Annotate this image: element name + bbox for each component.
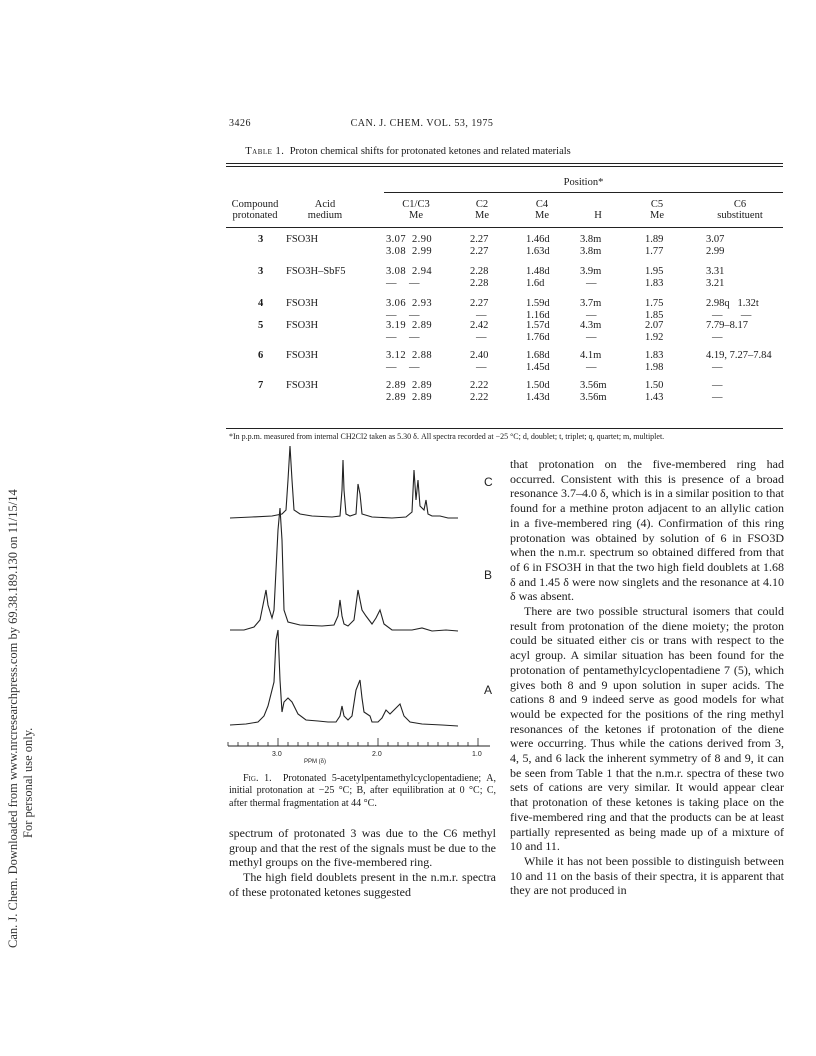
axis-tick-label-1: 1.0 <box>472 751 482 758</box>
col-c1c3-1: C1/C3 <box>402 199 430 210</box>
row-c4: 1.46d <box>526 234 550 245</box>
table-top-rule <box>226 163 783 164</box>
row-c6: 3.21 <box>706 278 725 289</box>
row-c2: — <box>476 362 487 373</box>
row-h: — <box>586 332 597 343</box>
table-header-rule <box>226 227 783 228</box>
row-c4: 1.45d <box>526 362 550 373</box>
row-c13: — — <box>386 332 420 343</box>
spectrum-trace-a <box>230 630 458 726</box>
row-acid: FSO3H–SbF5 <box>286 266 346 277</box>
running-head: CAN. J. CHEM. VOL. 53, 1975 <box>350 118 494 129</box>
row-c2: 2.27 <box>470 298 489 309</box>
position-rule <box>384 192 783 193</box>
row-compound: 6 <box>258 350 264 361</box>
row-c5: 1.83 <box>645 350 664 361</box>
row-c6: — <box>712 362 723 373</box>
row-h: 3.8m <box>580 234 602 245</box>
left-paragraph-1: spectrum of protonated 3 was due to the C6 methyl group and that the rest of the signals must be due to the methyl groups on the five-membered ring. <box>229 826 496 870</box>
row-h: 3.56m <box>580 380 607 391</box>
ppm-axis-ticks <box>228 738 478 746</box>
row-c13: 3.08 2.99 <box>386 246 432 257</box>
row-acid: FSO3H <box>286 350 319 361</box>
row-c13: — — <box>386 362 420 373</box>
row-h: 4.3m <box>580 320 602 331</box>
col-compound-1: Compound <box>231 199 279 210</box>
row-c4: 1.57d <box>526 320 550 331</box>
row-c2: 2.22 <box>470 392 489 403</box>
row-c13: 3.07 2.90 <box>386 234 432 245</box>
row-c6: — <box>712 332 723 343</box>
row-c6: — <box>712 392 723 403</box>
figure-caption <box>229 773 496 810</box>
col-acid-2: medium <box>307 210 343 221</box>
row-acid: FSO3H <box>286 234 319 245</box>
row-c13: — — <box>386 278 420 289</box>
row-c13: 2.89 2.89 <box>386 392 432 403</box>
col-c6-1: C6 <box>733 199 747 210</box>
row-c5: 1.75 <box>645 298 664 309</box>
row-c13: 3.12 2.88 <box>386 350 432 361</box>
left-paragraph-2: The high field doublets present in the n.m.r. spectra of these protonated ketones suggested <box>229 870 496 899</box>
row-compound: 5 <box>258 320 264 331</box>
nmr-spectra-figure <box>222 440 502 780</box>
row-c4: 1.6d <box>526 278 545 289</box>
row-h: 3.56m <box>580 392 607 403</box>
row-compound: 3 <box>258 234 264 245</box>
row-c13: 3.08 2.94 <box>386 266 432 277</box>
row-h: 4.1m <box>580 350 602 361</box>
row-compound: 4 <box>258 298 264 309</box>
trace-label-b: B <box>484 568 493 582</box>
row-c5: 1.98 <box>645 362 664 373</box>
row-c4: 1.43d <box>526 392 550 403</box>
right-paragraph-2: There are two possible structural isomers that could result from protonation of the diene moiety; the proton could be situated either cis or trans with respect to the acyl group. A similar situation has been found for the protonation of pentamethylcyclopentadiene 7 (5), which gives both 8 and 9 upon solution in super acids. The cations 8 and 9 indeed serve as good models for what would be expected for the positions of the ring methyl resonances of the ketones if protonation of the diene were occurring. Thus while the cations derived from 3, 4, 5, and 6 lack the inherent symmetry of 8 and 9, it can be seen from Table 1 that the n.m.r. spectra of these two sets of cations are very similar. It would appear clear that protonation of these ketones is taking place on the five-membered ring and that the products can be at least partially represented as being made up of a mixture of 10 and 11. <box>510 604 784 854</box>
row-h: 3.9m <box>580 266 602 277</box>
axis-tick-label-3: 3.0 <box>272 751 282 758</box>
col-c2-1: C2 <box>475 199 489 210</box>
row-acid: FSO3H <box>286 298 319 309</box>
row-c5: 1.50 <box>645 380 664 391</box>
row-c5: 1.77 <box>645 246 664 257</box>
row-c4: 1.59d <box>526 298 550 309</box>
axis-title: PPM (δ) <box>304 759 327 765</box>
row-c6: 2.99 <box>706 246 725 257</box>
row-c2: — <box>476 310 487 321</box>
row-c6: 7.79–8.17 <box>706 320 748 331</box>
right-paragraph-1: that protonation on the five-membered ring had occurred. Consistent with this is presence of a broad resonance 3.7–4.0 δ, which is in a similar position to that found for a methine proton adjacent to an allylic cation in a five-membered ring (4). Confirmation of this ring protonation was obtained by solution of 6 in FSO3D when the n.m.r. spectrum so obtained differed from that of 6 in FSO3H in that the two high field doublets at 1.68 δ and 1.45 δ were now singlets and the resonance at 4.10 δ was absent. <box>510 457 784 604</box>
row-c4: 1.63d <box>526 246 550 257</box>
row-c5: 1.83 <box>645 278 664 289</box>
row-acid: FSO3H <box>286 320 319 331</box>
row-c2: 2.22 <box>470 380 489 391</box>
row-c5: 1.92 <box>645 332 664 343</box>
col-acid-1: Acid <box>314 199 336 210</box>
row-c4: 1.48d <box>526 266 550 277</box>
row-compound: 3 <box>258 266 264 277</box>
row-c4: 1.50d <box>526 380 550 391</box>
row-compound: 7 <box>258 380 264 391</box>
row-c2: 2.28 <box>470 266 489 277</box>
left-column-text <box>229 826 496 900</box>
table-top-rule-2 <box>226 166 783 167</box>
table-bottom-rule <box>226 428 783 429</box>
figure-caption-text: Protonated 5-acetylpentamethylcyclopentadiene; A, initial protonation at −25 °C; B, after equilibration at 0 °C; C, after thermal fragmentation at 44 °C. <box>229 773 497 809</box>
row-c13: 3.06 2.93 <box>386 298 432 309</box>
col-h: H <box>594 210 602 221</box>
download-notice-line2: For personal use only. <box>21 727 35 838</box>
row-c5: 1.43 <box>645 392 664 403</box>
spectrum-trace-b <box>230 508 458 631</box>
table-footnote: *In p.p.m. measured from internal CH2Cl2 taken as 5.30 δ. All spectra recorded at −25 °C; d, doublet; t, triplet; q, quartet; m, multiplet. <box>229 432 665 441</box>
trace-label-c: C <box>484 475 493 489</box>
right-paragraph-3: While it has not been possible to distinguish between 10 and 11 on the basis of their spectra, it is apparent that they are not produced in <box>510 853 784 898</box>
row-h: — <box>586 362 597 373</box>
download-notice <box>2 260 42 948</box>
row-h: 3.8m <box>580 246 602 257</box>
row-c13: — — <box>386 310 420 321</box>
row-c2: 2.27 <box>470 234 489 245</box>
row-c13: 2.89 2.89 <box>386 380 432 391</box>
col-compound-2: protonated <box>232 210 278 221</box>
right-column-text <box>510 457 784 898</box>
row-c5: 1.89 <box>645 234 664 245</box>
table-caption <box>0 146 816 157</box>
row-c4: 1.68d <box>526 350 550 361</box>
col-c1c3-2: Me <box>409 210 423 221</box>
row-h: — <box>586 278 597 289</box>
axis-tick-label-2: 2.0 <box>372 751 382 758</box>
row-c4: 1.16d <box>526 310 550 321</box>
row-c6: 3.07 <box>706 234 725 245</box>
row-c5: 2.07 <box>645 320 664 331</box>
col-c6-2: substituent <box>717 210 763 221</box>
row-c6: 3.31 <box>706 266 725 277</box>
row-c13: 3.19 2.89 <box>386 320 432 331</box>
col-c4-1: C4 <box>535 199 549 210</box>
row-c6: — — <box>712 310 752 321</box>
col-c5-1: C5 <box>650 199 664 210</box>
trace-label-a: A <box>484 683 493 697</box>
row-c2: 2.28 <box>470 278 489 289</box>
table-title: Proton chemical shifts for protonated ketones and related materials <box>289 146 571 157</box>
col-c5-2: Me <box>650 210 664 221</box>
table-label: Table 1. <box>245 146 285 157</box>
row-h: 3.7m <box>580 298 602 309</box>
col-c2-2: Me <box>475 210 489 221</box>
row-acid: FSO3H <box>286 380 319 391</box>
row-c2: 2.27 <box>470 246 489 257</box>
row-h: — <box>586 310 597 321</box>
figure-caption-label: Fig. 1. <box>243 773 272 784</box>
row-c6: 2.98q 1.32t <box>706 298 759 309</box>
position-header: Position* <box>563 177 604 188</box>
row-c5: 1.95 <box>645 266 664 277</box>
page-number: 3426 <box>229 118 251 129</box>
row-c6: — <box>712 380 723 391</box>
row-c4: 1.76d <box>526 332 550 343</box>
col-c4-2: Me <box>535 210 549 221</box>
spectrum-trace-c <box>230 446 458 518</box>
row-c2: 2.42 <box>470 320 489 331</box>
row-c6: 4.19, 7.27–7.84 <box>706 350 772 361</box>
row-c2: — <box>476 332 487 343</box>
download-notice-line1: Can. J. Chem. Downloaded from www.nrcresearchpress.com by 69.38.189.130 on 11/15/14 <box>6 489 20 948</box>
row-c5: 1.85 <box>645 310 664 321</box>
row-c2: 2.40 <box>470 350 489 361</box>
